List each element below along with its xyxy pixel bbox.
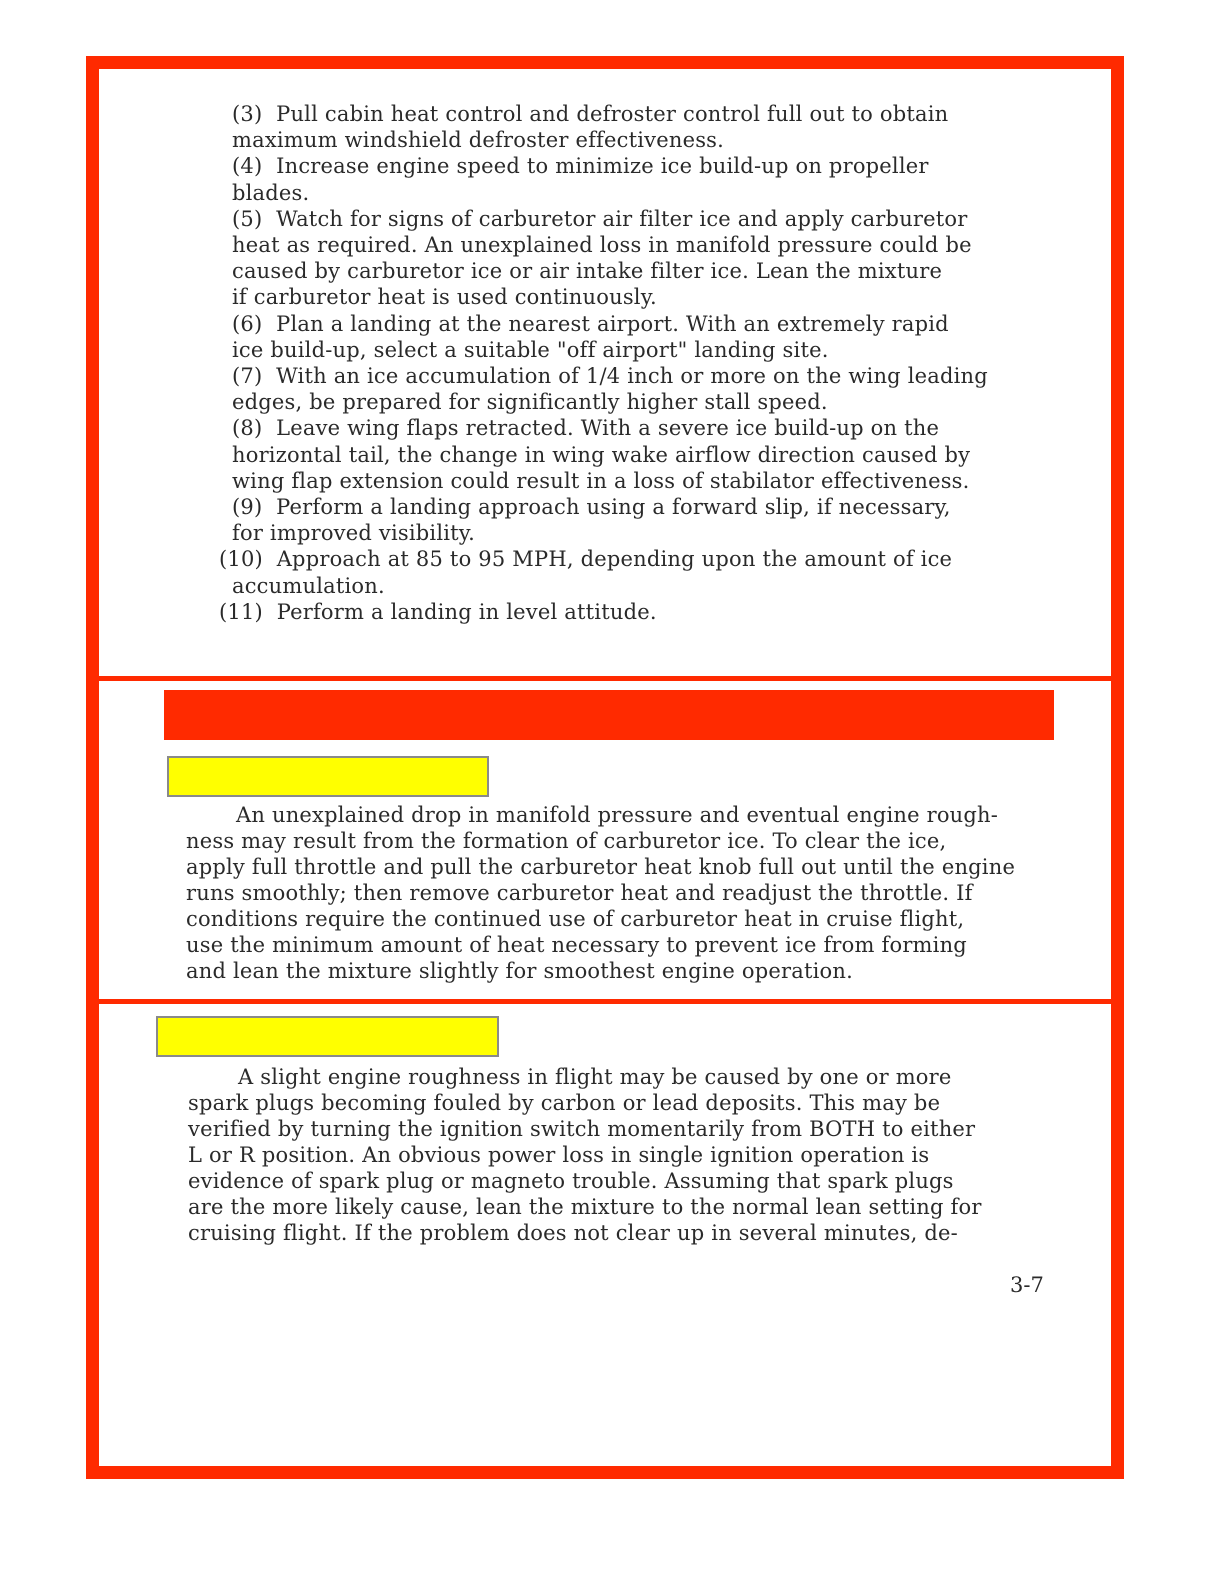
paragraph-line: apply full throttle and pull the carburetor heat knob full out until the engine [186, 855, 1016, 879]
step-10 [219, 546, 1072, 598]
step-text: Watch for signs of carburetor air filter ice and apply carburetor [276, 206, 968, 231]
step-text: accumulation. [232, 573, 385, 598]
paragraph-line: verified by turning the ignition switch momentarily from BOTH to either [188, 1117, 976, 1141]
step-text: Perform a landing in level attitude. [276, 599, 657, 624]
step-text: Increase engine speed to minimize ice build-up on propeller [276, 154, 929, 179]
step-number: (11) [219, 599, 263, 624]
step-text: caused by carburetor ice or air intake filter ice. Lean the mixture [232, 259, 943, 284]
step-number: (10) [219, 547, 263, 572]
step-text: Perform a landing approach using a forward slip, if necessary, [276, 495, 951, 520]
step-number: (4) [232, 154, 263, 179]
section-heading-redacted-bar [164, 690, 1054, 740]
step-9 [232, 494, 1072, 546]
step-text: Plan a landing at the nearest airport. With an extremely rapid [276, 311, 949, 336]
step-number: (5) [232, 206, 263, 231]
section-divider [99, 676, 1111, 681]
step-number: (6) [232, 311, 263, 336]
carburetor-ice-heading-highlight [167, 756, 489, 797]
step-11 [219, 599, 1072, 625]
carburetor-ice-paragraph [186, 802, 1066, 984]
step-text: Approach at 85 to 95 MPH, depending upon the amount of ice [276, 547, 953, 572]
page-number: 3-7 [1010, 1273, 1044, 1297]
spark-plug-heading-highlight [156, 1016, 499, 1057]
step-text: heat as required. An unexplained loss in manifold pressure could be [232, 233, 972, 258]
step-text: horizontal tail, the change in wing wake airflow direction caused by [232, 442, 971, 467]
page-frame [86, 56, 1124, 1479]
paragraph-line: are the more likely cause, lean the mixture to the normal lean setting for [188, 1195, 982, 1219]
step-number: (9) [232, 495, 263, 520]
paragraph-line: use the minimum amount of heat necessary to prevent ice from forming [186, 933, 967, 957]
step-4 [232, 153, 1072, 205]
step-3 [232, 101, 1072, 153]
icing-steps-list [219, 101, 1072, 625]
step-text: maximum windshield defroster effectiveness. [232, 128, 725, 153]
paragraph-line: A slight engine roughness in flight may be caused by one or more [238, 1065, 952, 1089]
step-text: if carburetor heat is used continuously. [232, 285, 657, 310]
section-divider [99, 999, 1111, 1004]
paragraph-line: L or R position. An obvious power loss in single ignition operation is [188, 1143, 930, 1167]
paragraph-line: cruising flight. If the problem does not clear up in several minutes, de- [188, 1221, 958, 1245]
step-number: (8) [232, 416, 263, 441]
step-text: for improved visibility. [232, 521, 475, 546]
paragraph-line: evidence of spark plug or magneto trouble. Assuming that spark plugs [188, 1169, 954, 1193]
paragraph-line: ness may result from the formation of carburetor ice. To clear the ice, [186, 829, 947, 853]
step-text: blades. [232, 180, 310, 205]
paragraph-line: runs smoothly; then remove carburetor heat and readjust the throttle. If [186, 881, 973, 905]
step-7 [232, 363, 1072, 415]
step-text: Pull cabin heat control and defroster control full out to obtain [276, 102, 949, 126]
step-number: (3) [232, 102, 263, 126]
spark-plug-paragraph [188, 1064, 1058, 1246]
paragraph-line: An unexplained drop in manifold pressure and eventual engine rough- [236, 803, 999, 827]
paragraph-line: conditions require the continued use of carburetor heat in cruise flight, [186, 907, 965, 931]
step-5 [232, 206, 1072, 311]
paragraph-line: spark plugs becoming fouled by carbon or lead deposits. This may be [188, 1091, 941, 1115]
step-text: wing flap extension could result in a loss of stabilator effectiveness. [232, 468, 970, 493]
step-text: Leave wing flaps retracted. With a severe ice build-up on the [276, 416, 940, 441]
step-number: (7) [232, 364, 263, 389]
step-8 [232, 415, 1072, 494]
step-text: edges, be prepared for significantly higher stall speed. [232, 390, 828, 415]
step-6 [232, 311, 1072, 363]
paragraph-line: and lean the mixture slightly for smoothest engine operation. [186, 959, 853, 983]
step-text: ice build-up, select a suitable "off airport" landing site. [232, 337, 829, 362]
step-text: With an ice accumulation of 1/4 inch or more on the wing leading [276, 364, 988, 389]
